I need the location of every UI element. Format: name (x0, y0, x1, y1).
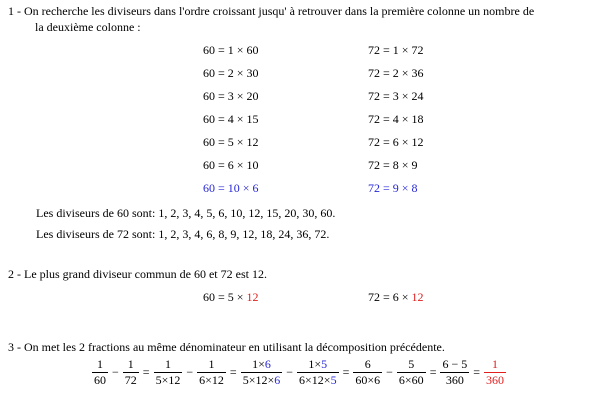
fraction-5-over-6x60 (397, 357, 426, 388)
fraction-1-over-5x12 (154, 357, 183, 388)
fraction-denominator: 60×6 (355, 373, 381, 387)
fraction-denominator: 6×12 (199, 373, 224, 387)
equals-sign: = (142, 365, 150, 379)
fraction-numerator: 1 (127, 357, 134, 371)
equals-sign: = (473, 365, 481, 379)
gcd-equation-60-prefix: 60 = 5 × (203, 290, 247, 304)
right-equation-3: 72 = 3 × 24 (368, 89, 424, 103)
denominator-part: 5×12× (242, 373, 275, 387)
left-equation-3: 60 = 3 × 20 (203, 89, 259, 103)
gcd-equation-72-highlight: 12 (411, 290, 424, 304)
equals-sign: = (429, 365, 437, 379)
left-equation-6: 60 = 6 × 10 (203, 158, 259, 172)
left-equation-2: 60 = 2 × 30 (203, 66, 259, 80)
fraction-6minus5-over-360 (440, 357, 469, 388)
right-equation-6: 72 = 8 × 9 (368, 158, 418, 172)
fraction-1-over-60 (92, 357, 108, 388)
right-equation-5: 72 = 6 × 12 (368, 135, 424, 149)
fraction-numerator (306, 357, 329, 372)
fraction-numerator: 1 (164, 357, 171, 371)
right-equation-7: 72 = 9 × 8 (368, 181, 418, 195)
fraction-numerator: 5 (408, 357, 415, 371)
numerator-highlight: 5 (321, 357, 328, 371)
numerator-part: 1× (252, 357, 265, 371)
numerator-highlight: 6 (264, 357, 271, 371)
fraction-expression (90, 357, 508, 388)
denominator-highlight: 5 (330, 373, 337, 387)
fraction-denominator: 5×12 (155, 373, 181, 387)
fraction-numerator: 1 (97, 357, 103, 371)
fraction-1-over-6x12 (197, 357, 226, 388)
left-equation-1: 60 = 1 × 60 (203, 43, 259, 57)
numerator-part: 1× (308, 357, 322, 371)
divisors-of-72: Les diviseurs de 72 sont: 1, 2, 3, 4, 6, 8, 9, 12, 18, 24, 36, 72. (36, 227, 330, 241)
gcd-equation-60-highlight: 12 (246, 290, 259, 304)
fraction-denominator: 60 (94, 373, 106, 387)
denominator-part: 6×12× (299, 373, 331, 387)
fraction-numerator (250, 357, 273, 372)
equals-sign: = (229, 365, 237, 379)
fraction-1x6-over-5x12x6 (241, 357, 283, 388)
minus-sign: − (286, 365, 294, 379)
right-equation-2: 72 = 2 × 36 (368, 66, 424, 80)
fraction-denominator: 72 (124, 373, 137, 387)
fraction-numerator: 6 (364, 357, 371, 371)
gcd-equation-72-prefix: 72 = 6 × (368, 290, 412, 304)
divisors-of-60: Les diviseurs de 60 sont: 1, 2, 3, 4, 5, 6, 10, 12, 15, 20, 30, 60. (36, 206, 336, 220)
fraction-numerator: 1 (492, 357, 499, 371)
gcd-equation-72 (368, 290, 424, 305)
section3-heading: 3 - On met les 2 fractions au même dénominateur en utilisant la décomposition précédente. (8, 340, 445, 354)
section2-heading: 2 - Le plus grand diviseur commun de 60 et 72 est 12. (8, 267, 267, 281)
right-equation-4: 72 = 4 × 18 (368, 112, 424, 126)
fraction-6-over-60x6 (353, 357, 382, 388)
fraction-1x5-over-6x12x5 (297, 357, 339, 388)
left-equation-4: 60 = 4 × 15 (203, 112, 259, 126)
gcd-equation-60 (203, 290, 259, 305)
equals-sign: = (342, 365, 350, 379)
fraction-denominator (241, 373, 283, 388)
fraction-denominator: 6×60 (398, 373, 424, 387)
denominator-highlight: 6 (274, 373, 281, 387)
result-fraction-1-over-360 (484, 357, 506, 388)
minus-sign: − (112, 365, 119, 379)
section1-heading-line1: 1 - On recherche les diviseurs dans l'ordre croissant jusqu' à retrouver dans la première colonne un nombre de (8, 4, 535, 18)
fraction-numerator: 1 (208, 357, 215, 371)
section1-heading-line2: la deuxième colonne : (35, 20, 141, 34)
right-equation-1: 72 = 1 × 72 (368, 43, 424, 57)
fraction-denominator (297, 373, 339, 388)
fraction-denominator: 360 (445, 373, 464, 387)
left-equation-5: 60 = 5 × 12 (203, 135, 259, 149)
minus-sign: − (386, 365, 393, 379)
fraction-1-over-72 (123, 357, 139, 388)
fraction-denominator: 360 (486, 373, 505, 387)
minus-sign: − (186, 365, 194, 379)
fraction-numerator: 6 − 5 (442, 357, 468, 371)
left-equation-7: 60 = 10 × 6 (203, 181, 259, 195)
